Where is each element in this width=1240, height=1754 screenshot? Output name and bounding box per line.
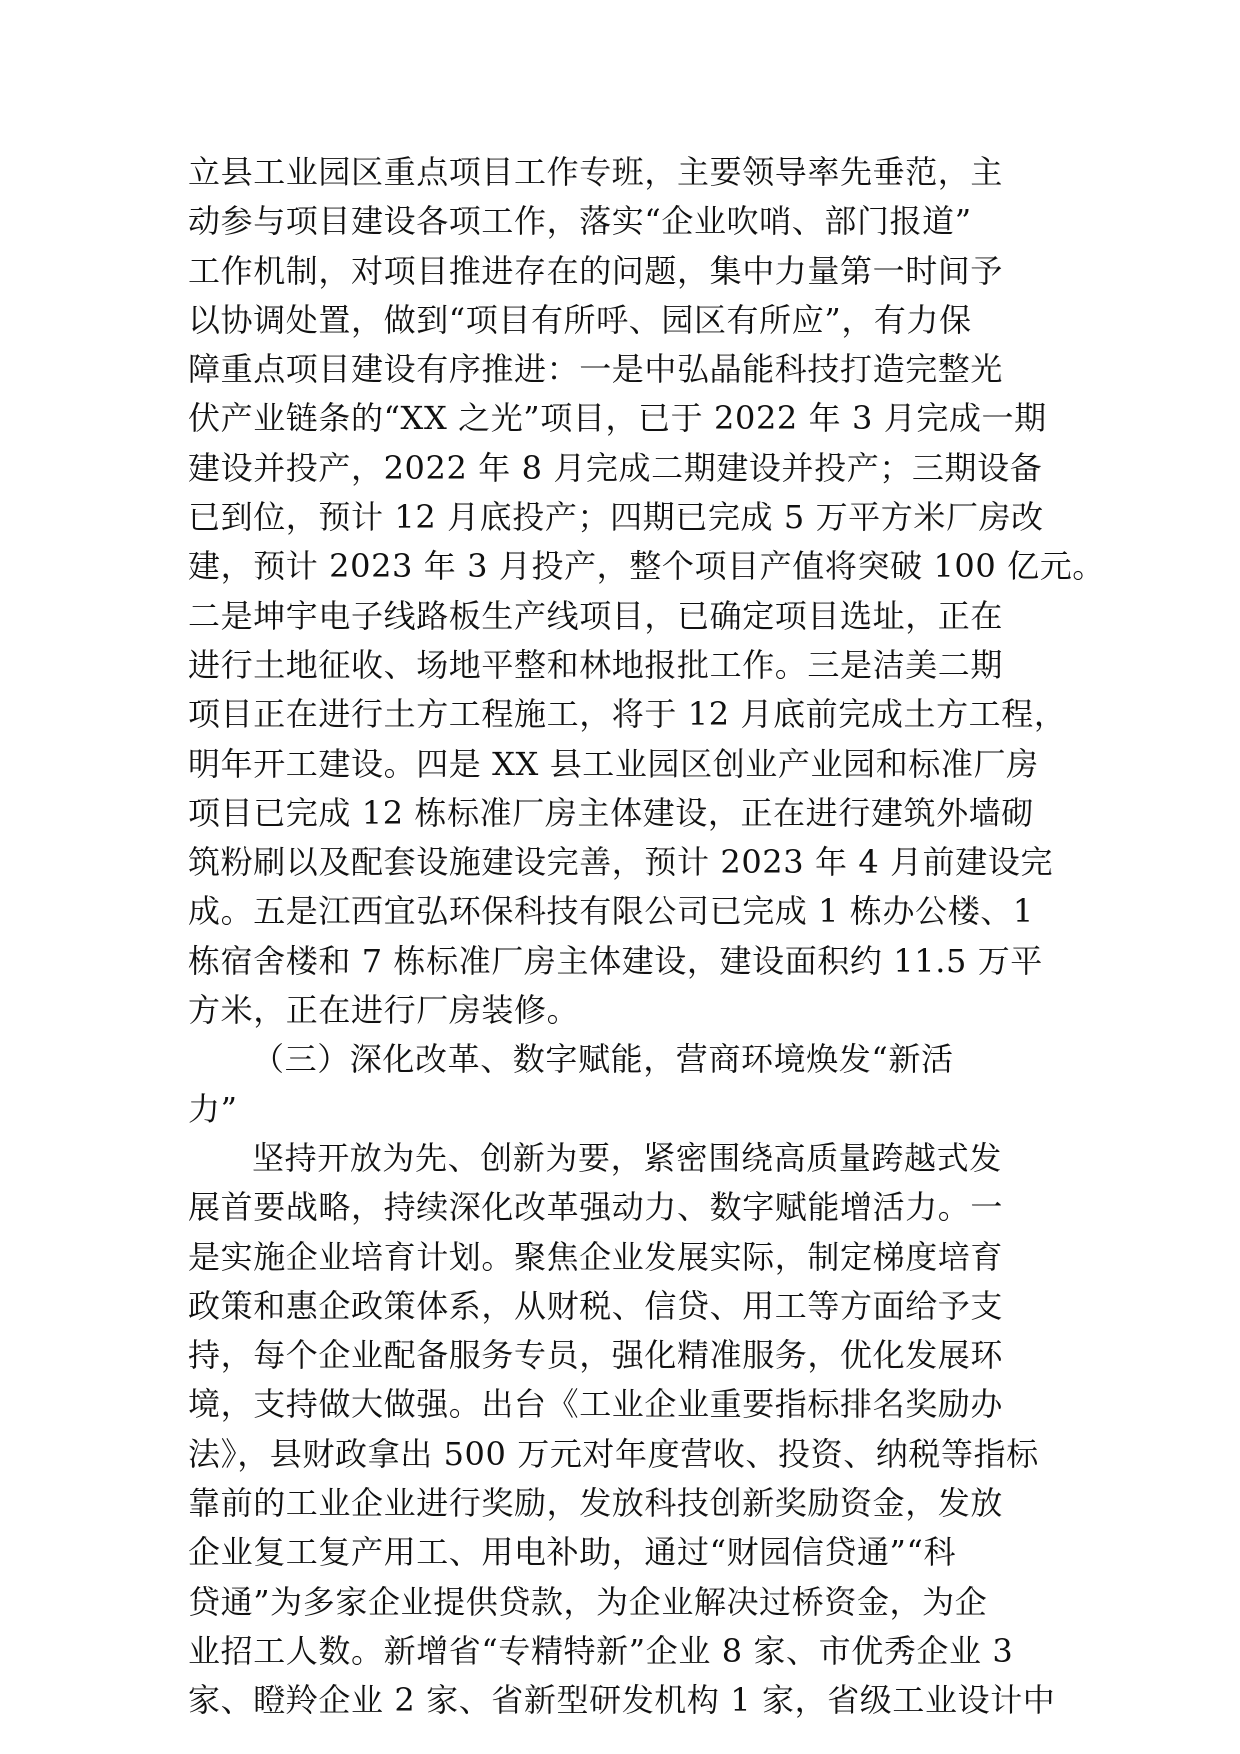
text-line: 成。五是江西宜弘环保科技有限公司已完成 1 栋办公楼、1 bbox=[188, 892, 1034, 931]
text-line: 家、瞪羚企业 2 家、省新型研发机构 1 家，省级工业设计中 bbox=[188, 1681, 1056, 1720]
text-line: 以协调处置，做到“项目有所呼、园区有所应”，有力保 bbox=[188, 300, 972, 339]
text-line: 二是坤宇电子线路板生产线项目，已确定项目选址，正在 bbox=[188, 596, 1004, 635]
text-line: 项目已完成 12 栋标准厂房主体建设，正在进行建筑外墙砌 bbox=[188, 793, 1034, 832]
text-line: 方米，正在进行厂房装修。 bbox=[188, 991, 580, 1030]
text-line: 力” bbox=[188, 1089, 238, 1128]
text-line: 已到位，预计 12 月底投产；四期已完成 5 万平方米厂房改 bbox=[188, 498, 1044, 537]
text-line: 政策和惠企政策体系，从财税、信贷、用工等方面给予支 bbox=[188, 1286, 1004, 1325]
text-line: 栋宿舍楼和 7 栋标准厂房主体建设，建设面积约 11.5 万平 bbox=[188, 941, 1043, 980]
text-line: 立县工业园区重点项目工作专班，主要领导率先垂范，主 bbox=[188, 153, 1004, 191]
text-line: 建设并投产，2022 年 8 月完成二期建设并投产；三期设备 bbox=[188, 448, 1043, 487]
text-line: 动参与项目建设各项工作，落实“企业吹哨、部门报道” bbox=[188, 202, 972, 241]
text-line: 法》，县财政拿出 500 万元对年度营收、投资、纳税等指标 bbox=[188, 1434, 1039, 1473]
text-line: 明年开工建设。四是 XX 县工业园区创业产业园和标准厂房 bbox=[188, 744, 1039, 783]
text-line: （三）深化改革、数字赋能，营商环境焕发“新活 bbox=[252, 1040, 954, 1079]
text-line: 境，支持做大做强。出台《工业企业重要指标排名奖励办 bbox=[188, 1385, 1004, 1424]
text-line: 筑粉刷以及配套设施建设完善，预计 2023 年 4 月前建设完 bbox=[188, 843, 1054, 882]
text-line: 项目正在进行土方工程施工，将于 12 月底前完成土方工程， bbox=[188, 695, 1067, 734]
text-line: 工作机制，对项目推进存在的问题，集中力量第一时间予 bbox=[188, 251, 1004, 290]
text-line: 持，每个企业配备服务专员，强化精准服务，优化发展环 bbox=[188, 1336, 1004, 1375]
text-line: 靠前的工业企业进行奖励，发放科技创新奖励资金，发放 bbox=[188, 1484, 1004, 1523]
text-line: 展首要战略，持续深化改革强动力、数字赋能增活力。一 bbox=[188, 1188, 1004, 1227]
text-line: 贷通”为多家企业提供贷款，为企业解决过桥资金，为企 bbox=[188, 1582, 988, 1621]
text-line: 进行土地征收、场地平整和林地报批工作。三是洁美二期 bbox=[188, 645, 1004, 684]
text-line: 业招工人数。新增省“专精特新”企业 8 家、市优秀企业 3 bbox=[188, 1631, 1014, 1670]
text-line: 建，预计 2023 年 3 月投产，整个项目产值将突破 100 亿元。 bbox=[188, 547, 1105, 586]
text-line: 是实施企业培育计划。聚焦企业发展实际，制定梯度培育 bbox=[188, 1237, 1004, 1276]
text-line: 伏产业链条的“XX 之光”项目，已于 2022 年 3 月完成一期 bbox=[188, 399, 1047, 438]
body-text bbox=[188, 148, 1105, 1726]
text-line: 障重点项目建设有序推进：一是中弘晶能科技打造完整光 bbox=[188, 350, 1004, 389]
text-line: 企业复工复产用工、用电补助，通过“财园信贷通”“科 bbox=[188, 1533, 957, 1572]
text-line: 坚持开放为先、创新为要，紧密围绕高质量跨越式发 bbox=[252, 1138, 1002, 1177]
